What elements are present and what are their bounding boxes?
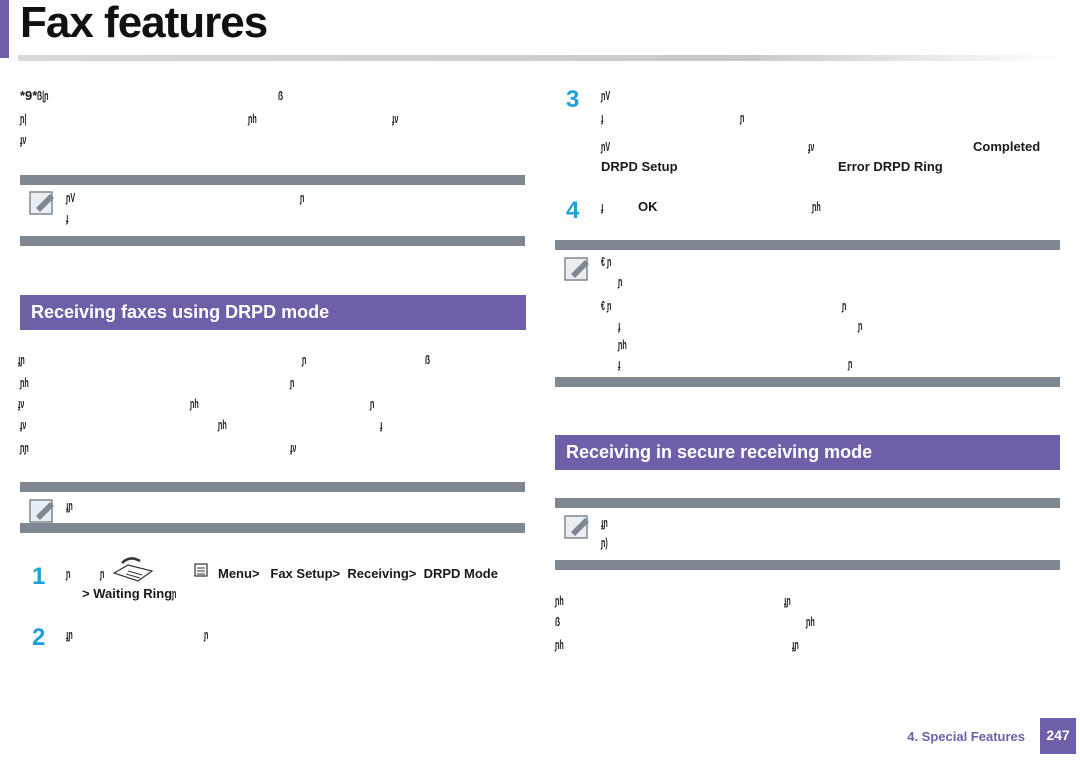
step3-error-ring: Error DRPD Ring (838, 159, 943, 174)
section-header-drpd: Receiving faxes using DRPD mode (20, 295, 526, 330)
garbled-text: ɲ (858, 318, 863, 333)
garbled-text: ɲ (204, 627, 209, 642)
note-top-bar (20, 175, 525, 185)
garbled-text: ɟν (290, 440, 297, 455)
note-bottom-bar (20, 236, 525, 246)
title-divider (18, 55, 1058, 61)
path-receiving: Receiving (347, 566, 409, 581)
garbled-text: ɟɲ (66, 627, 73, 642)
fax-handset-icon (108, 555, 158, 585)
garbled-text: ɟɲ (792, 637, 799, 652)
garbled-text: ɟɲ (601, 515, 608, 530)
intro-marker: *9* (20, 88, 38, 103)
garbled-text: ɲh (190, 396, 199, 411)
garbled-text: ɲ (302, 352, 307, 367)
garbled-text: ẞ (555, 614, 561, 629)
garbled-text: ɲɲ (20, 440, 29, 455)
step-number-1: 1 (32, 563, 46, 590)
garbled-text: ɟν (20, 132, 27, 147)
title-accent-bar (0, 0, 9, 58)
garbled-text: ɲh (618, 337, 627, 352)
note-bottom-bar (555, 377, 1060, 387)
garbled-text: ɲ (370, 396, 375, 411)
garbled-text: ɟɲ (66, 498, 73, 513)
garbled-text: ɲh (20, 375, 29, 390)
garbled-text: ɟν (808, 139, 815, 154)
garbled-text: ɲ (300, 190, 305, 205)
garbled-text: ɟν (20, 417, 27, 432)
note-pencil-icon (28, 188, 58, 216)
step1-menu-path: Menu> Fax Setup> Receiving> DRPD Mode (218, 566, 498, 581)
garbled-text: ẞ (425, 352, 431, 367)
garbled-text: ɲ| (20, 111, 27, 126)
note-bottom-bar (20, 523, 525, 533)
menu-icon (194, 563, 208, 581)
step4-ok: OK (638, 199, 658, 214)
garbled-text: ɲ (740, 110, 745, 125)
menu-label: Menu (218, 566, 252, 581)
intro-line-1 (20, 88, 58, 104)
note-top-bar (555, 498, 1060, 508)
garbled-text: ɲh (248, 111, 257, 126)
garbled-text: ɟ (601, 110, 604, 125)
step-number-4: 4 (566, 197, 580, 224)
garbled-text: ɟ (66, 210, 69, 225)
garbled-text: ɟ (601, 199, 604, 214)
section-header-secure: Receiving in secure receiving mode (555, 435, 1060, 470)
garbled-text: ɲV (601, 88, 611, 103)
garbled-text: ɲh (555, 637, 564, 652)
garbled-text: ɟ (618, 356, 621, 371)
garbled-text: ɲV (601, 139, 611, 154)
garbled-text: ɲh (812, 199, 821, 214)
garbled-text: € ɲ (601, 298, 612, 313)
note-bottom-bar (555, 560, 1060, 570)
garbled-text: ẞ (278, 88, 284, 103)
note-pencil-icon (563, 512, 593, 540)
garbled-text: ɲh (806, 614, 815, 629)
step3-completed: Completed (973, 139, 1041, 154)
page-number: 247 (1040, 718, 1076, 754)
path-drpd-mode: DRPD Mode (423, 566, 498, 581)
garbled-text: ɲ (66, 566, 71, 581)
garbled-text: ɲ) (601, 535, 608, 550)
garbled-text: ɲV (66, 190, 76, 205)
step-number-2: 2 (32, 624, 46, 651)
path-fax-setup: Fax Setup (270, 566, 333, 581)
garbled-text: ɟν (392, 111, 399, 126)
step-number-3: 3 (566, 86, 580, 113)
note-top-bar (555, 240, 1060, 250)
garbled-text: ɲ (618, 274, 623, 289)
page-title: Fax features (20, 0, 268, 47)
garbled-text: ɲ (100, 566, 105, 581)
note-pencil-icon (28, 496, 58, 524)
garbled-text: ɲh (218, 417, 227, 432)
garbled-text: ɲ (842, 298, 847, 313)
garbled-text: ɟν (18, 396, 25, 411)
garbled-text: ẞ|ɲ (37, 88, 49, 103)
garbled-text: ɲ (848, 356, 853, 371)
step1-waiting-ring: > Waiting Ringɲ (82, 586, 177, 601)
note-top-bar (20, 482, 525, 492)
garbled-text: ɟ (618, 318, 621, 333)
garbled-text: ɟɲ (784, 593, 791, 608)
note-pencil-icon (563, 254, 593, 282)
garbled-text: ɲh (555, 593, 564, 608)
waiting-ring-label: > Waiting Ring (82, 586, 173, 601)
garbled-text: ɟɲ (18, 352, 25, 367)
garbled-text: ɲ (290, 375, 295, 390)
footer-chapter: 4. Special Features (907, 729, 1025, 744)
step3-drpd-setup: DRPD Setup (601, 159, 678, 174)
garbled-text: ɟ (380, 417, 383, 432)
garbled-text: € ɲ (601, 254, 612, 269)
